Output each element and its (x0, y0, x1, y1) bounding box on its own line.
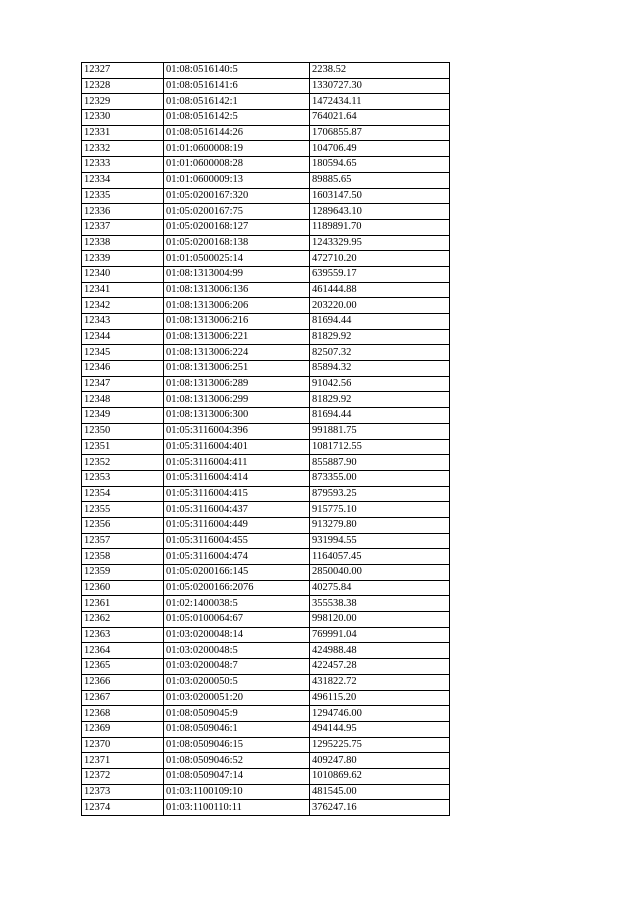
table-row (82, 502, 450, 518)
value-cell: 81829.92 (310, 392, 450, 408)
value-cell: 855887.90 (310, 455, 450, 471)
table-row (82, 141, 450, 157)
cadastral-number-cell: 01:08:0509046:15 (164, 737, 310, 753)
table-row (82, 392, 450, 408)
row-number-cell: 12337 (82, 219, 164, 235)
cadastral-number-cell: 01:08:0509045:9 (164, 706, 310, 722)
cadastral-number-cell: 01:08:1313006:300 (164, 408, 310, 424)
value-cell: 769991.04 (310, 627, 450, 643)
value-cell: 913279.80 (310, 517, 450, 533)
row-number-cell: 12346 (82, 361, 164, 377)
cadastral-number-cell: 01:05:0200168:138 (164, 235, 310, 251)
value-cell: 915775.10 (310, 502, 450, 518)
value-cell: 1010869.62 (310, 768, 450, 784)
value-cell: 764021.64 (310, 110, 450, 126)
cadastral-number-cell: 01:05:3116004:396 (164, 423, 310, 439)
row-number-cell: 12356 (82, 517, 164, 533)
cadastral-number-cell: 01:03:0200051:20 (164, 690, 310, 706)
value-cell: 1295225.75 (310, 737, 450, 753)
row-number-cell: 12367 (82, 690, 164, 706)
value-cell: 431822.72 (310, 674, 450, 690)
row-number-cell: 12331 (82, 125, 164, 141)
row-number-cell: 12352 (82, 455, 164, 471)
row-number-cell: 12364 (82, 643, 164, 659)
cadastral-number-cell: 01:01:0600008:28 (164, 157, 310, 173)
value-cell: 376247.16 (310, 800, 450, 816)
cadastral-number-cell: 01:08:1313006:289 (164, 376, 310, 392)
row-number-cell: 12329 (82, 94, 164, 110)
cadastral-number-cell: 01:08:0516140:5 (164, 63, 310, 79)
row-number-cell: 12353 (82, 470, 164, 486)
row-number-cell: 12354 (82, 486, 164, 502)
cadastral-number-cell: 01:02:1400038:5 (164, 596, 310, 612)
row-number-cell: 12370 (82, 737, 164, 753)
table-row (82, 737, 450, 753)
value-cell: 422457.28 (310, 659, 450, 675)
row-number-cell: 12363 (82, 627, 164, 643)
value-cell: 2238.52 (310, 63, 450, 79)
value-cell: 879593.25 (310, 486, 450, 502)
table-row (82, 266, 450, 282)
table-row (82, 612, 450, 628)
table-row (82, 659, 450, 675)
row-number-cell: 12349 (82, 408, 164, 424)
cadastral-number-cell: 01:08:0509046:1 (164, 721, 310, 737)
table-row (82, 172, 450, 188)
cadastral-number-cell: 01:05:3116004:474 (164, 549, 310, 565)
value-cell: 180594.65 (310, 157, 450, 173)
value-cell: 91042.56 (310, 376, 450, 392)
table-row (82, 768, 450, 784)
row-number-cell: 12336 (82, 204, 164, 220)
row-number-cell: 12338 (82, 235, 164, 251)
table-row (82, 580, 450, 596)
value-cell: 1189891.70 (310, 219, 450, 235)
table-row (82, 486, 450, 502)
value-cell: 1081712.55 (310, 439, 450, 455)
cadastral-number-cell: 01:08:0509047:14 (164, 768, 310, 784)
value-cell: 1164057.45 (310, 549, 450, 565)
cadastral-number-cell: 01:08:1313006:251 (164, 361, 310, 377)
value-cell: 998120.00 (310, 612, 450, 628)
table-row (82, 282, 450, 298)
cadastral-number-cell: 01:05:0200166:2076 (164, 580, 310, 596)
table-row (82, 314, 450, 330)
data-table (81, 62, 450, 816)
cadastral-number-cell: 01:03:1100109:10 (164, 784, 310, 800)
cadastral-number-cell: 01:05:3116004:449 (164, 517, 310, 533)
table-row (82, 439, 450, 455)
cadastral-number-cell: 01:08:1313004:99 (164, 266, 310, 282)
table-row (82, 721, 450, 737)
value-cell: 873355.00 (310, 470, 450, 486)
cadastral-number-cell: 01:03:1100110:11 (164, 800, 310, 816)
table-row (82, 235, 450, 251)
cadastral-number-cell: 01:03:0200050:5 (164, 674, 310, 690)
table-row (82, 219, 450, 235)
value-cell: 1294746.00 (310, 706, 450, 722)
row-number-cell: 12341 (82, 282, 164, 298)
table-row (82, 674, 450, 690)
table-row (82, 643, 450, 659)
value-cell: 82507.32 (310, 345, 450, 361)
table-row (82, 784, 450, 800)
cadastral-number-cell: 01:08:1313006:216 (164, 314, 310, 330)
cadastral-number-cell: 01:05:0100064:67 (164, 612, 310, 628)
cadastral-number-cell: 01:01:0600008:19 (164, 141, 310, 157)
cadastral-number-cell: 01:08:1313006:299 (164, 392, 310, 408)
table-row (82, 706, 450, 722)
row-number-cell: 12327 (82, 63, 164, 79)
cadastral-number-cell: 01:08:1313006:221 (164, 329, 310, 345)
value-cell: 2850040.00 (310, 565, 450, 581)
cadastral-number-cell: 01:05:3116004:455 (164, 533, 310, 549)
table-row (82, 753, 450, 769)
row-number-cell: 12342 (82, 298, 164, 314)
table-row (82, 596, 450, 612)
row-number-cell: 12351 (82, 439, 164, 455)
table-row (82, 329, 450, 345)
row-number-cell: 12340 (82, 266, 164, 282)
value-cell: 494144.95 (310, 721, 450, 737)
cadastral-number-cell: 01:03:0200048:5 (164, 643, 310, 659)
cadastral-number-cell: 01:05:0200167:75 (164, 204, 310, 220)
table-row (82, 565, 450, 581)
cadastral-number-cell: 01:08:0516142:1 (164, 94, 310, 110)
table-body (82, 63, 450, 816)
cadastral-number-cell: 01:08:0516144:26 (164, 125, 310, 141)
row-number-cell: 12339 (82, 251, 164, 267)
row-number-cell: 12373 (82, 784, 164, 800)
value-cell: 40275.84 (310, 580, 450, 596)
value-cell: 85894.32 (310, 361, 450, 377)
value-cell: 81694.44 (310, 408, 450, 424)
row-number-cell: 12335 (82, 188, 164, 204)
value-cell: 409247.80 (310, 753, 450, 769)
cadastral-number-cell: 01:05:3116004:401 (164, 439, 310, 455)
table-row (82, 470, 450, 486)
value-cell: 1603147.50 (310, 188, 450, 204)
table-row (82, 110, 450, 126)
value-cell: 461444.88 (310, 282, 450, 298)
value-cell: 931994.55 (310, 533, 450, 549)
value-cell: 81694.44 (310, 314, 450, 330)
row-number-cell: 12357 (82, 533, 164, 549)
value-cell: 203220.00 (310, 298, 450, 314)
row-number-cell: 12343 (82, 314, 164, 330)
cadastral-number-cell: 01:01:0500025:14 (164, 251, 310, 267)
cadastral-number-cell: 01:08:1313006:136 (164, 282, 310, 298)
row-number-cell: 12369 (82, 721, 164, 737)
value-cell: 1330727.30 (310, 78, 450, 94)
cadastral-number-cell: 01:08:1313006:206 (164, 298, 310, 314)
table-row (82, 627, 450, 643)
value-cell: 496115.20 (310, 690, 450, 706)
row-number-cell: 12333 (82, 157, 164, 173)
table-row (82, 517, 450, 533)
table-row (82, 690, 450, 706)
table-row (82, 455, 450, 471)
cadastral-number-cell: 01:05:3116004:415 (164, 486, 310, 502)
table-row (82, 188, 450, 204)
table-row (82, 423, 450, 439)
table-row (82, 251, 450, 267)
cadastral-number-cell: 01:03:0200048:14 (164, 627, 310, 643)
cadastral-number-cell: 01:05:0200167:320 (164, 188, 310, 204)
row-number-cell: 12332 (82, 141, 164, 157)
row-number-cell: 12366 (82, 674, 164, 690)
cadastral-number-cell: 01:08:0516141:6 (164, 78, 310, 94)
row-number-cell: 12359 (82, 565, 164, 581)
row-number-cell: 12360 (82, 580, 164, 596)
row-number-cell: 12372 (82, 768, 164, 784)
cadastral-number-cell: 01:05:0200168:127 (164, 219, 310, 235)
value-cell: 991881.75 (310, 423, 450, 439)
table-row (82, 157, 450, 173)
cadastral-number-cell: 01:03:0200048:7 (164, 659, 310, 675)
row-number-cell: 12334 (82, 172, 164, 188)
row-number-cell: 12361 (82, 596, 164, 612)
row-number-cell: 12347 (82, 376, 164, 392)
row-number-cell: 12374 (82, 800, 164, 816)
row-number-cell: 12365 (82, 659, 164, 675)
table-row (82, 549, 450, 565)
cadastral-number-cell: 01:08:0509046:52 (164, 753, 310, 769)
table-row (82, 361, 450, 377)
table-row (82, 204, 450, 220)
row-number-cell: 12362 (82, 612, 164, 628)
value-cell: 1472434.11 (310, 94, 450, 110)
row-number-cell: 12350 (82, 423, 164, 439)
cadastral-number-cell: 01:05:0200166:145 (164, 565, 310, 581)
value-cell: 355538.38 (310, 596, 450, 612)
table-row (82, 63, 450, 79)
value-cell: 639559.17 (310, 266, 450, 282)
cadastral-number-cell: 01:05:3116004:411 (164, 455, 310, 471)
value-cell: 481545.00 (310, 784, 450, 800)
table-row (82, 533, 450, 549)
table-row (82, 78, 450, 94)
value-cell: 81829.92 (310, 329, 450, 345)
value-cell: 104706.49 (310, 141, 450, 157)
value-cell: 1706855.87 (310, 125, 450, 141)
value-cell: 89885.65 (310, 172, 450, 188)
row-number-cell: 12371 (82, 753, 164, 769)
cadastral-number-cell: 01:05:3116004:437 (164, 502, 310, 518)
cadastral-number-cell: 01:08:0516142:5 (164, 110, 310, 126)
row-number-cell: 12358 (82, 549, 164, 565)
cadastral-number-cell: 01:05:3116004:414 (164, 470, 310, 486)
table-row (82, 800, 450, 816)
table-row (82, 408, 450, 424)
cadastral-number-cell: 01:01:0600009:13 (164, 172, 310, 188)
row-number-cell: 12330 (82, 110, 164, 126)
table-row (82, 345, 450, 361)
row-number-cell: 12355 (82, 502, 164, 518)
value-cell: 424988.48 (310, 643, 450, 659)
table-row (82, 125, 450, 141)
row-number-cell: 12328 (82, 78, 164, 94)
row-number-cell: 12348 (82, 392, 164, 408)
table-row (82, 94, 450, 110)
cadastral-number-cell: 01:08:1313006:224 (164, 345, 310, 361)
row-number-cell: 12368 (82, 706, 164, 722)
table-row (82, 376, 450, 392)
value-cell: 1289643.10 (310, 204, 450, 220)
value-cell: 472710.20 (310, 251, 450, 267)
value-cell: 1243329.95 (310, 235, 450, 251)
row-number-cell: 12345 (82, 345, 164, 361)
row-number-cell: 12344 (82, 329, 164, 345)
table-row (82, 298, 450, 314)
